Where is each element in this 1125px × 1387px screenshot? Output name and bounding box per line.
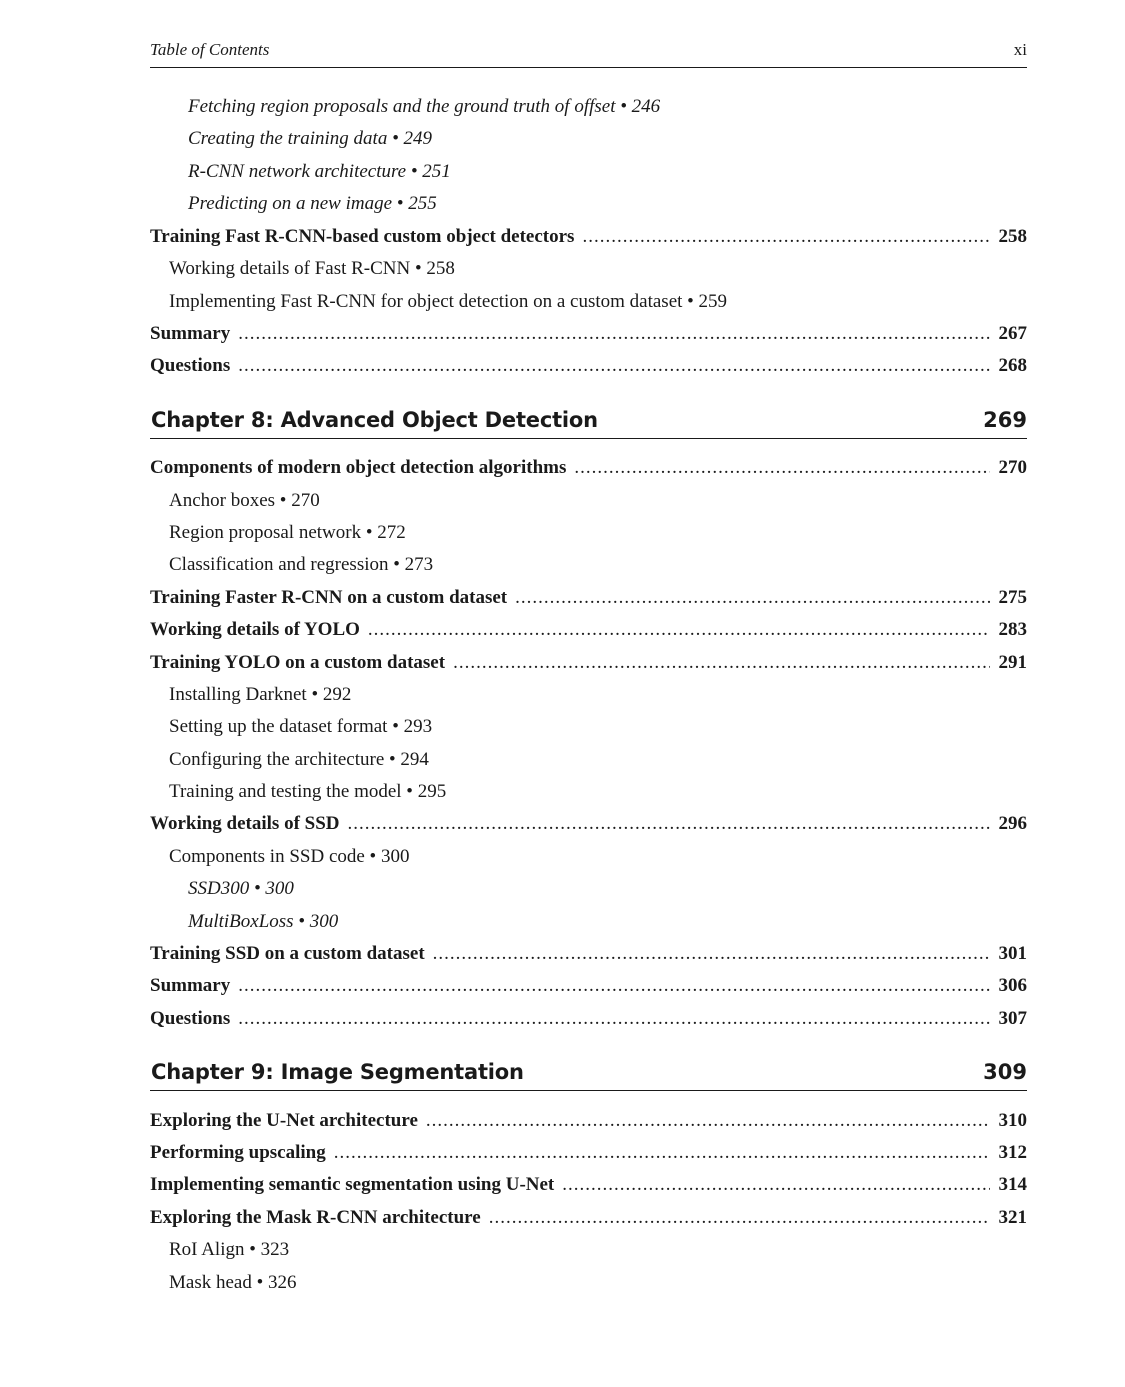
page-number: xi	[1013, 40, 1027, 59]
toc-entry-page: 270	[998, 457, 1027, 478]
dot-leader	[238, 971, 989, 1001]
toc-entry-page: 283	[998, 619, 1027, 640]
dot-leader	[433, 939, 990, 969]
toc-entry-section	[150, 319, 1027, 349]
toc-entry-page: 267	[998, 323, 1027, 344]
toc-entry-page: 275	[998, 587, 1027, 608]
dot-leader	[515, 583, 989, 613]
toc-entry-page: 301	[998, 943, 1027, 964]
toc-entry-section	[150, 1138, 1027, 1168]
toc-entry-level3: SSD300 • 300	[188, 878, 294, 899]
toc-entry-level3: Predicting on a new image • 255	[188, 193, 437, 214]
toc-entry-title: Performing upscaling	[150, 1142, 326, 1163]
toc-entry-level3: Fetching region proposals and the ground truth of offset • 246	[188, 96, 661, 117]
toc-entry-section	[150, 583, 1027, 613]
toc-entry-section	[150, 648, 1027, 678]
dot-leader	[238, 351, 989, 381]
dot-leader	[574, 453, 989, 483]
chapter-page: 309	[983, 1060, 1027, 1084]
toc-entry-level3: Creating the training data • 249	[188, 128, 432, 149]
chapter-heading	[150, 403, 1027, 439]
toc-entry-title: Working details of YOLO	[150, 619, 360, 640]
toc-entry-page: 268	[998, 355, 1027, 376]
toc-entry-level2: Setting up the dataset format • 293	[169, 716, 433, 737]
running-header-title: Table of Contents	[150, 40, 270, 59]
toc-entry-page: 296	[998, 813, 1027, 834]
toc-entry-section	[150, 1203, 1027, 1233]
dot-leader	[562, 1170, 989, 1200]
toc-entry-level2: Region proposal network • 272	[169, 522, 406, 543]
toc-entry-section	[150, 615, 1027, 645]
toc-entry-level2: Configuring the architecture • 294	[169, 749, 429, 770]
toc-entry-title: Training Fast R-CNN-based custom object detectors	[150, 226, 575, 247]
toc-entry-level3: R-CNN network architecture • 251	[188, 161, 451, 182]
dot-leader	[238, 1004, 989, 1034]
toc-entry-section	[150, 809, 1027, 839]
toc-entry-level2: Implementing Fast R-CNN for object detection on a custom dataset • 259	[169, 291, 728, 312]
toc-entry-page: 291	[998, 652, 1027, 673]
dot-leader	[426, 1106, 990, 1136]
toc-entry-section	[150, 1170, 1027, 1200]
chapter-title: Chapter 8: Advanced Object Detection	[151, 408, 598, 432]
toc-entry-title: Summary	[150, 975, 231, 996]
toc-entry-page: 312	[998, 1142, 1027, 1163]
toc-entry-title: Implementing semantic segmentation using U-Net	[150, 1174, 555, 1195]
running-header	[150, 38, 1027, 68]
toc-entry-title: Questions	[150, 1008, 231, 1029]
toc-entry-page: 258	[998, 226, 1027, 247]
toc-entry-title: Working details of SSD	[150, 813, 340, 834]
toc-entry-section	[150, 939, 1027, 969]
toc-entry-section	[150, 1106, 1027, 1136]
toc-entry-title: Training SSD on a custom dataset	[150, 943, 425, 964]
toc-entry-level2: Anchor boxes • 270	[169, 490, 320, 511]
toc-entry-level2: RoI Align • 323	[169, 1239, 290, 1260]
toc-entry-level2: Training and testing the model • 295	[169, 781, 447, 802]
toc-entry-section	[150, 351, 1027, 381]
dot-leader	[453, 648, 989, 678]
toc-entry-title: Questions	[150, 355, 231, 376]
dot-leader	[348, 809, 990, 839]
toc-entry-title: Exploring the U-Net architecture	[150, 1110, 418, 1131]
chapter-title: Chapter 9: Image Segmentation	[151, 1060, 524, 1084]
chapter-page: 269	[983, 408, 1027, 432]
toc-entry-title: Summary	[150, 323, 231, 344]
toc-entry-level2: Components in SSD code • 300	[169, 846, 410, 867]
toc-entry-page: 314	[998, 1174, 1027, 1195]
toc-entry-level2: Mask head • 326	[169, 1272, 297, 1293]
toc-entry-section	[150, 222, 1027, 252]
toc-entry-section	[150, 453, 1027, 483]
toc-entry-level2: Classification and regression • 273	[169, 554, 434, 575]
toc-entry-level2: Working details of Fast R-CNN • 258	[169, 258, 455, 279]
toc-entry-title: Training Faster R-CNN on a custom dataset	[150, 587, 508, 608]
toc-entry-section	[150, 971, 1027, 1001]
dot-leader	[582, 222, 989, 252]
toc-entry-section	[150, 1004, 1027, 1034]
chapter-heading	[150, 1055, 1027, 1091]
toc-entry-page: 307	[998, 1008, 1027, 1029]
dot-leader	[368, 615, 990, 645]
dot-leader	[238, 319, 989, 349]
toc-entry-title: Training YOLO on a custom dataset	[150, 652, 446, 673]
toc-entry-title: Exploring the Mask R-CNN architecture	[150, 1207, 481, 1228]
toc-entry-level3: MultiBoxLoss • 300	[188, 911, 339, 932]
dot-leader	[489, 1203, 990, 1233]
toc-entry-page: 321	[998, 1207, 1027, 1228]
dot-leader	[334, 1138, 990, 1168]
toc-entry-title: Components of modern object detection algorithms	[150, 457, 567, 478]
toc-entry-level2: Installing Darknet • 292	[169, 684, 352, 705]
toc-entry-page: 310	[998, 1110, 1027, 1131]
toc-entry-page: 306	[998, 975, 1027, 996]
